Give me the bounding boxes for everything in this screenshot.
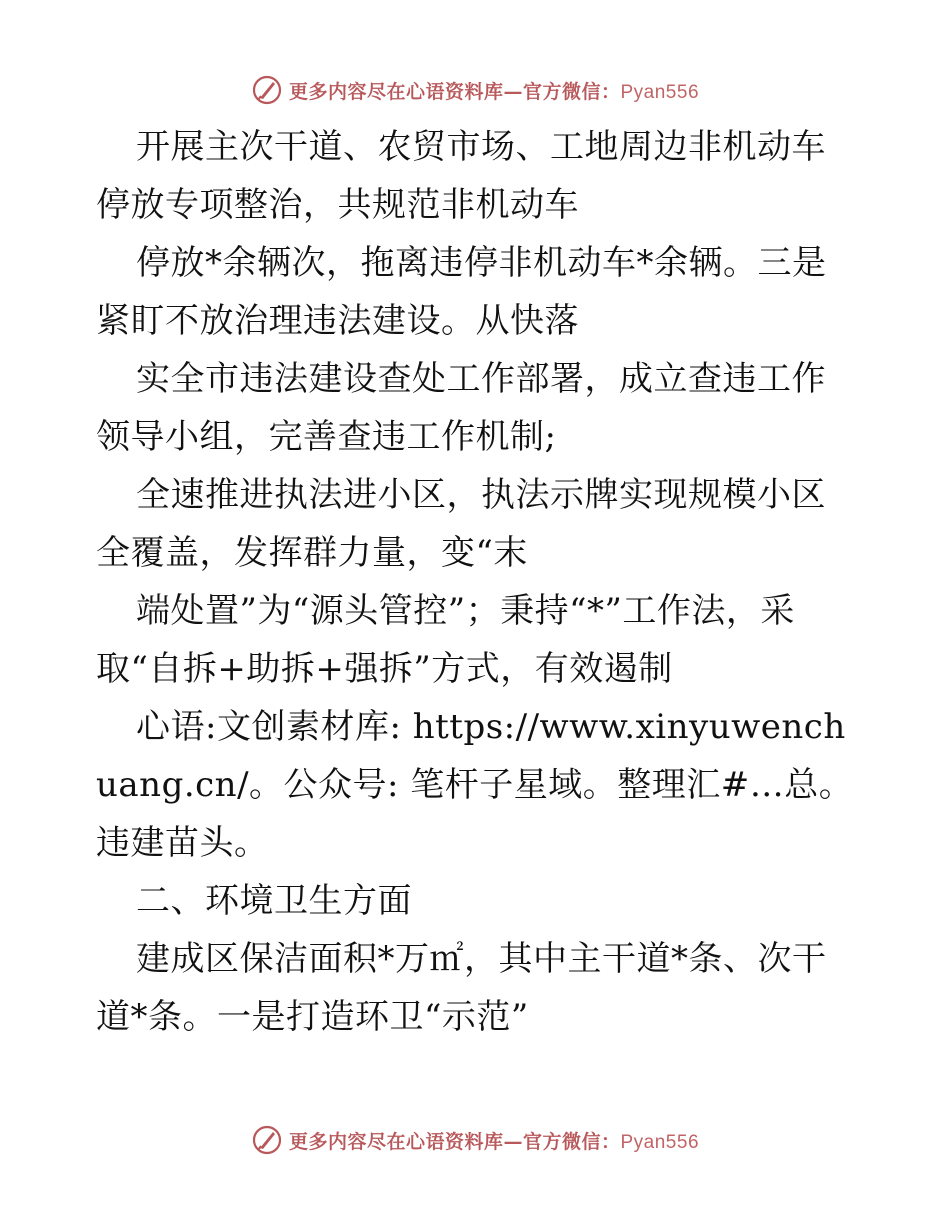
document-body <box>96 118 856 1046</box>
watermark-text: 更多内容尽在心语资料库—官方微信：Pyan556 <box>288 1130 700 1153</box>
section-heading: 二、环境卫生方面 <box>136 881 412 921</box>
paragraph: 停放*余辆次，拖离违停非机动车*余辆。三是紧盯不放治理违法建设。从快落 <box>96 243 827 341</box>
paragraph: 开展主次干道、农贸市场、工地周边非机动车停放专项整治，共规范非机动车 <box>96 127 826 225</box>
paragraph: 全速推进执法进小区，执法示牌实现规模小区全覆盖，发挥群力量，变“末 <box>96 475 826 573</box>
feather-pen-icon <box>251 74 283 106</box>
paragraph: 心语:文创素材库: https://www.xinyuwenchuang.cn/。公众号: 笔杆子星域。整理汇#…总。违建苗头。 <box>96 707 854 863</box>
paragraph: 端处置”为“源头管控”；秉持“*”工作法，采取“自拆+助拆+强拆”方式，有效遏制 <box>96 591 795 689</box>
paragraph: 建成区保洁面积*万㎡，其中主干道*条、次干道*条。一是打造环卫“示范” <box>96 939 827 1037</box>
feather-pen-icon <box>251 1124 283 1156</box>
paragraph: 实全市违法建设查处工作部署，成立查违工作领导小组，完善查违工作机制; <box>96 359 826 457</box>
watermark-header <box>0 70 950 110</box>
watermark-footer <box>0 1120 950 1160</box>
watermark-text: 更多内容尽在心语资料库—官方微信：Pyan556 <box>288 80 700 103</box>
